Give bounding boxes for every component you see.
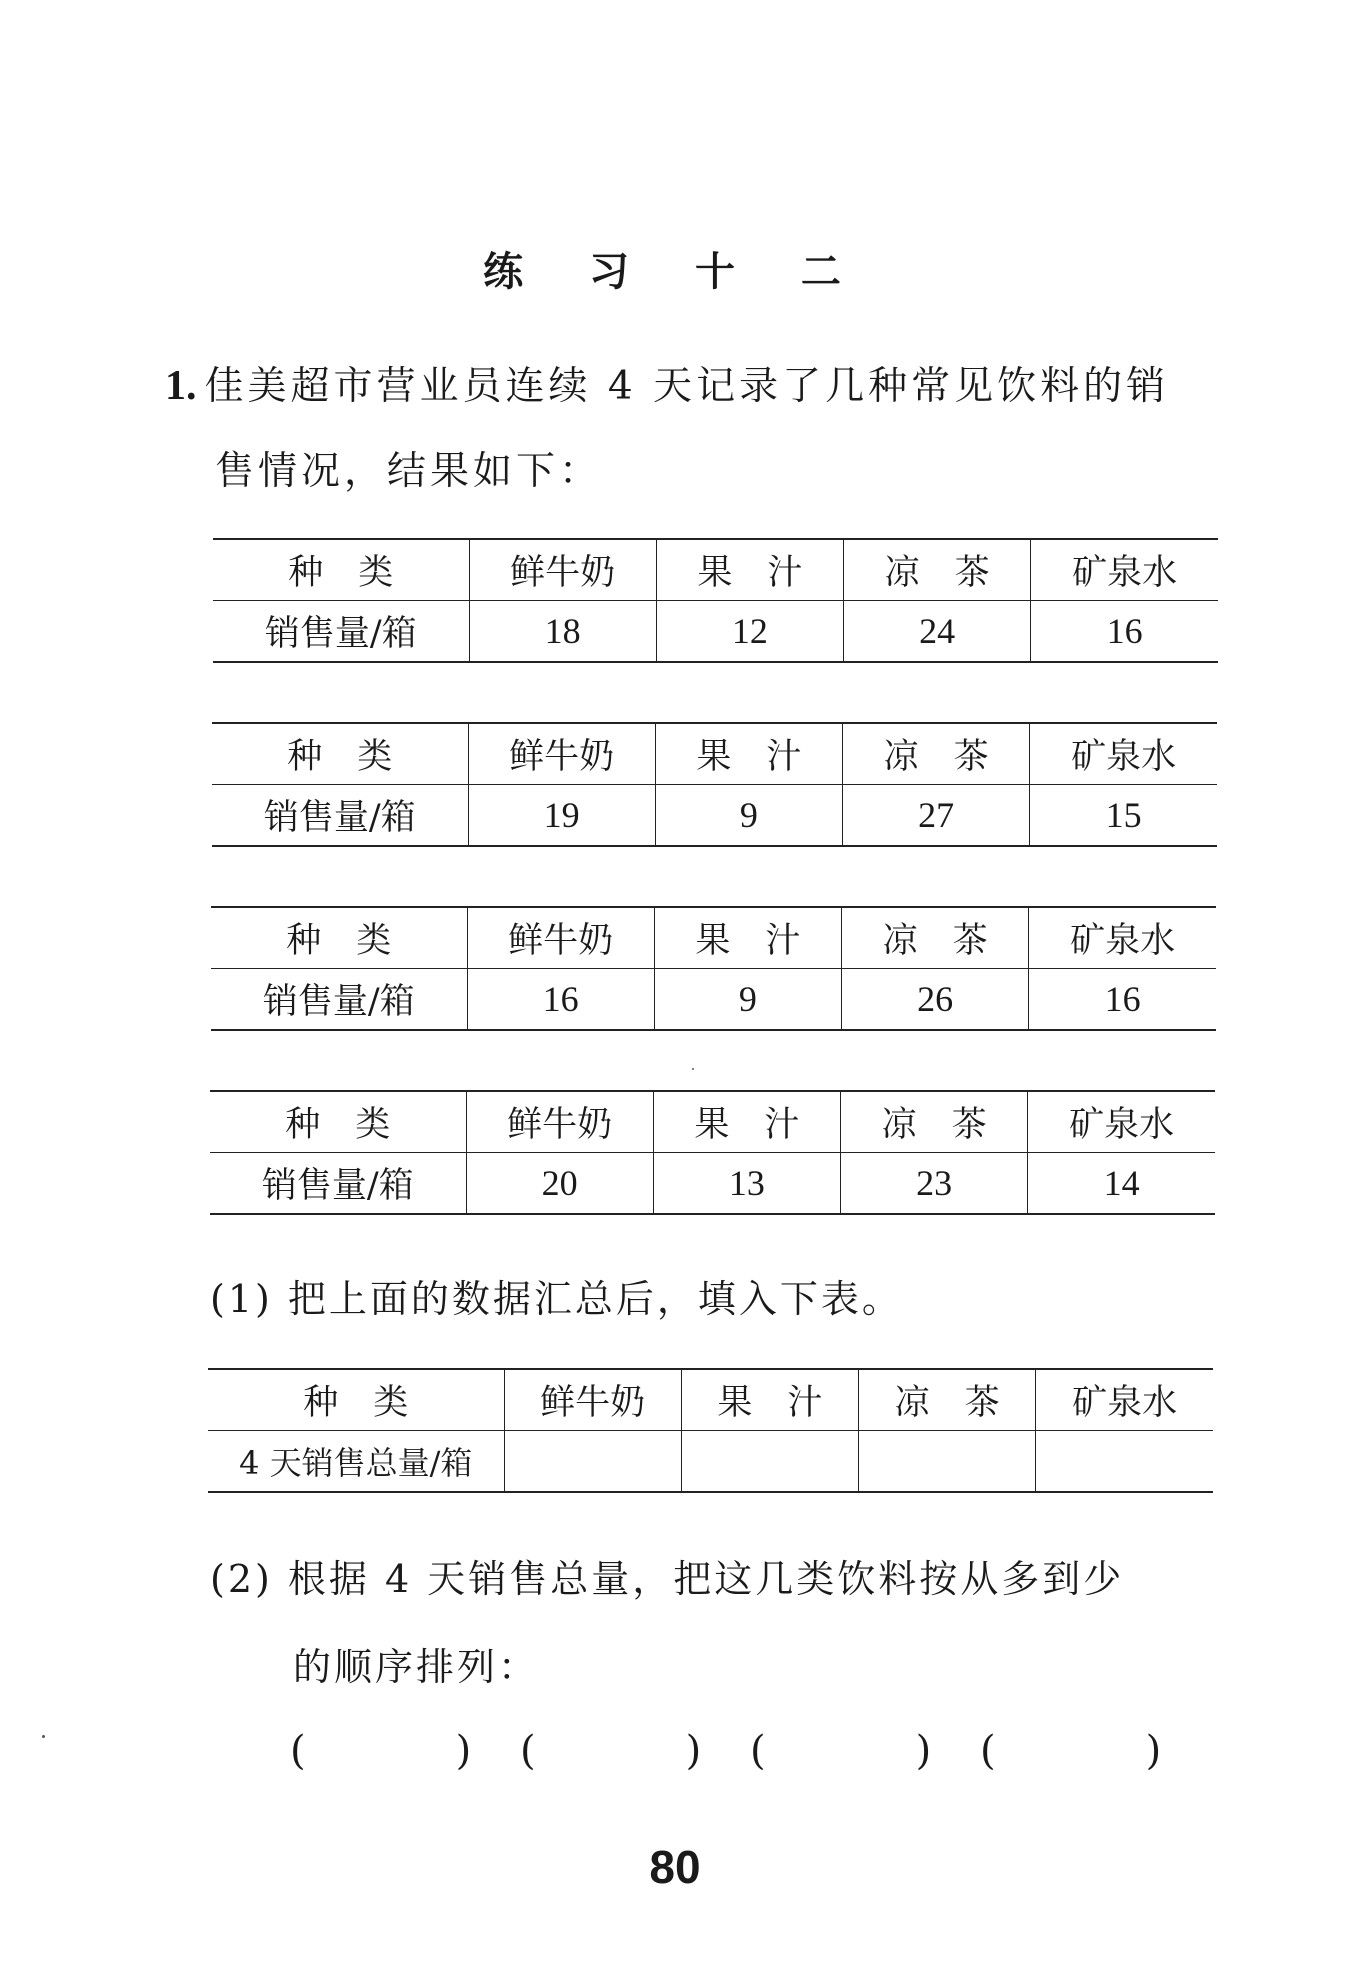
milk-header: 鲜牛奶 — [467, 907, 654, 969]
scan-speck — [692, 1068, 694, 1070]
category-header: 种 类 — [208, 1369, 504, 1431]
water-header: 矿泉水 — [1029, 907, 1216, 969]
category-header: 种 类 — [212, 723, 468, 785]
juice-header: 果 汁 — [681, 1369, 858, 1431]
milk-header: 鲜牛奶 — [469, 539, 656, 601]
table-header-row — [211, 907, 1216, 969]
water-header: 矿泉水 — [1030, 723, 1217, 785]
answer-blank-4[interactable]: ( ) — [980, 1728, 1162, 1774]
tea-value: 24 — [844, 601, 1031, 663]
summary-table — [208, 1368, 1213, 1493]
tea-total-cell[interactable] — [859, 1431, 1036, 1493]
juice-value: 9 — [655, 785, 842, 847]
water-value: 15 — [1030, 785, 1217, 847]
answer-blank-2[interactable]: ( ) — [520, 1728, 702, 1774]
sales-label: 销售量/箱 — [210, 1153, 466, 1215]
juice-total-cell[interactable] — [681, 1431, 858, 1493]
page-title: 练 习 十 二 — [483, 249, 867, 295]
juice-header: 果 汁 — [653, 1091, 840, 1153]
category-header: 种 类 — [213, 539, 469, 601]
sales-label: 销售量/箱 — [211, 969, 467, 1031]
tea-value: 23 — [841, 1153, 1028, 1215]
question-number: 1. — [165, 363, 197, 409]
sub-question-2-line-1: (2) 根据 4 天销售总量，把这几类饮料按从多到少 — [210, 1557, 1125, 1601]
water-value: 16 — [1029, 969, 1216, 1031]
milk-value: 16 — [467, 969, 654, 1031]
day-3-table — [211, 906, 1216, 1031]
milk-total-cell[interactable] — [504, 1431, 681, 1493]
table-header-row — [208, 1369, 1213, 1431]
water-value: 16 — [1031, 601, 1218, 663]
tea-header: 凉 茶 — [844, 539, 1031, 601]
tea-value: 26 — [842, 969, 1029, 1031]
sales-label: 销售量/箱 — [212, 785, 468, 847]
water-header: 矿泉水 — [1031, 539, 1218, 601]
milk-value: 18 — [469, 601, 656, 663]
water-header: 矿泉水 — [1028, 1091, 1215, 1153]
answer-blank-3[interactable]: ( ) — [750, 1728, 932, 1774]
juice-value: 12 — [656, 601, 843, 663]
milk-header: 鲜牛奶 — [504, 1369, 681, 1431]
day-1-table — [213, 538, 1218, 663]
table-row — [213, 601, 1218, 663]
milk-header: 鲜牛奶 — [466, 1091, 653, 1153]
water-value: 14 — [1028, 1153, 1215, 1215]
juice-header: 果 汁 — [654, 907, 841, 969]
day-4-table — [210, 1090, 1215, 1215]
scan-speck — [42, 1735, 45, 1738]
category-header: 种 类 — [211, 907, 467, 969]
juice-value: 9 — [654, 969, 841, 1031]
question-line-2: 售情况，结果如下： — [215, 449, 603, 494]
table-row — [208, 1431, 1213, 1493]
tea-value: 27 — [843, 785, 1030, 847]
milk-value: 20 — [466, 1153, 653, 1215]
category-header: 种 类 — [210, 1091, 466, 1153]
table-header-row — [212, 723, 1217, 785]
tea-header: 凉 茶 — [842, 907, 1029, 969]
milk-value: 19 — [468, 785, 655, 847]
water-total-cell[interactable] — [1036, 1431, 1213, 1493]
juice-value: 13 — [653, 1153, 840, 1215]
juice-header: 果 汁 — [656, 539, 843, 601]
table-header-row — [213, 539, 1218, 601]
question-text-1: 佳美超市营业员连续 4 天记录了几种常见饮料的销 — [204, 364, 1170, 409]
table-header-row — [210, 1091, 1215, 1153]
answer-blank-1[interactable]: ( ) — [290, 1728, 472, 1774]
tea-header: 凉 茶 — [843, 723, 1030, 785]
day-2-table — [212, 722, 1217, 847]
table-row — [210, 1153, 1215, 1215]
juice-header: 果 汁 — [655, 723, 842, 785]
total-label: 4 天销售总量/箱 — [208, 1431, 504, 1493]
milk-header: 鲜牛奶 — [468, 723, 655, 785]
page-number: 80 — [649, 1841, 701, 1893]
tea-header: 凉 茶 — [859, 1369, 1036, 1431]
answer-blanks — [290, 1728, 1170, 1774]
tea-header: 凉 茶 — [841, 1091, 1028, 1153]
table-row — [211, 969, 1216, 1031]
sub-question-1: (1) 把上面的数据汇总后，填入下表。 — [210, 1277, 903, 1321]
water-header: 矿泉水 — [1036, 1369, 1213, 1431]
sub-question-2-line-2: 的顺序排列： — [293, 1645, 540, 1689]
table-row — [212, 785, 1217, 847]
sales-label: 销售量/箱 — [213, 601, 469, 663]
question-line-1 — [165, 355, 1169, 411]
